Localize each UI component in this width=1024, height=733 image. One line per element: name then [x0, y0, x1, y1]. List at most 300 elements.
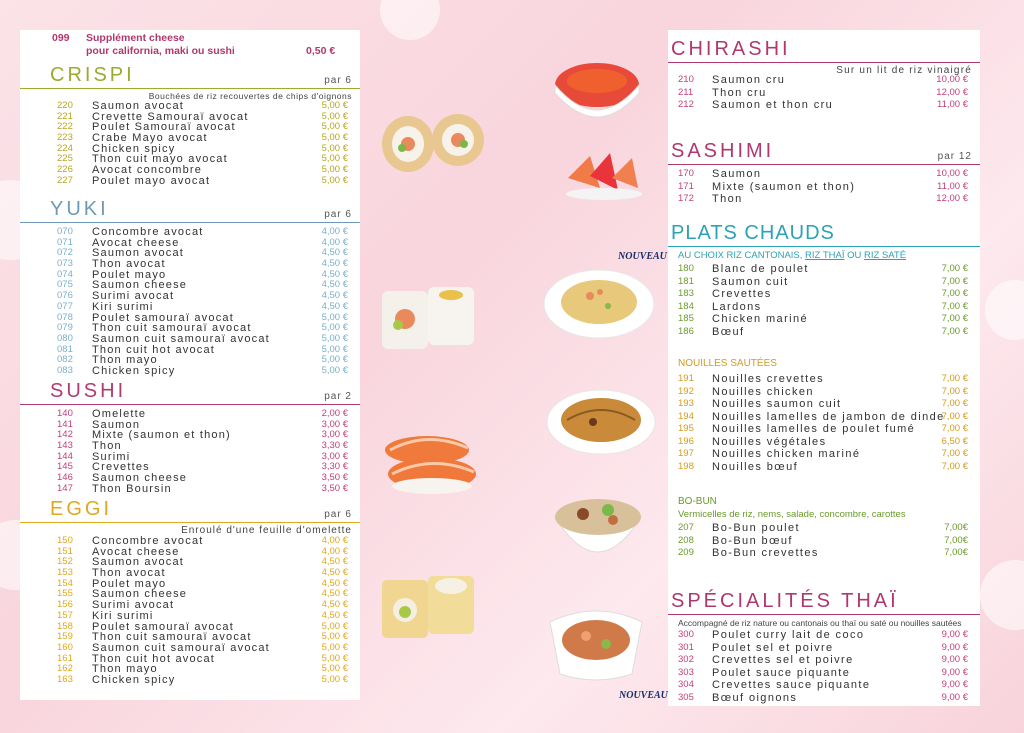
item-number: 305 — [678, 691, 694, 703]
item-name: Thon cru — [712, 86, 767, 99]
item-name: Crabe Mayo avocat — [92, 132, 208, 145]
item-name: Crevettes sel et poivre — [712, 654, 854, 666]
item-number: 150 — [57, 535, 73, 546]
item-price: 5,00 € — [321, 354, 348, 366]
item-name: Concombre avocat — [92, 535, 204, 547]
nouveau-badge: NOUVEAU — [618, 251, 667, 262]
item-price: 7,00 € — [941, 313, 968, 324]
supplement-number: 099 — [52, 32, 70, 44]
section-title: NOUILLES SAUTÉES — [678, 358, 777, 369]
menu-item-row — [668, 87, 980, 100]
menu-item-row — [668, 667, 980, 680]
item-number: 077 — [57, 300, 73, 312]
item-number: 223 — [57, 132, 73, 144]
item-name: Bo-Bun bœuf — [712, 534, 793, 547]
menu-item-row — [668, 373, 980, 386]
section-sashimi — [668, 142, 980, 206]
item-name: Poulet sel et poivre — [712, 641, 834, 654]
item-price: 7,00 € — [941, 410, 968, 422]
menu-item-row — [668, 436, 980, 449]
item-number: 192 — [678, 385, 694, 397]
item-price: 5,00 € — [321, 142, 348, 154]
item-price: 5,00 € — [321, 322, 348, 334]
item-name: Thon cuit samouraï avocat — [92, 322, 252, 335]
item-price: 7,00 € — [941, 398, 968, 409]
menu-item-row — [20, 366, 360, 377]
nouveau-badge: NOUVEAU — [619, 690, 668, 701]
section-subtitle: Bouchées de riz recouvertes de chips d'oignons — [148, 91, 352, 101]
item-price: 7,00 € — [941, 263, 968, 274]
portion-label: par 6 — [324, 509, 352, 520]
item-number: 151 — [57, 545, 73, 557]
section-subtitle: Sur un lit de riz vinaigré — [836, 65, 972, 76]
section-title: CHIRASHI — [671, 38, 791, 60]
item-number: 184 — [678, 300, 694, 312]
item-name: Nouilles chicken — [712, 385, 814, 398]
item-name: Avocat concombre — [92, 164, 203, 177]
item-name: Lardons — [712, 300, 762, 313]
item-number: 210 — [678, 74, 694, 85]
item-name: Thon mayo — [92, 663, 158, 676]
item-price: 9,00 € — [941, 691, 968, 703]
item-name: Crevette Samouraï avocat — [92, 110, 249, 123]
item-number: 193 — [678, 398, 694, 409]
item-name: Thon avocat — [92, 567, 166, 580]
item-price: 9,00 € — [941, 641, 968, 653]
section-bobun — [668, 496, 980, 560]
item-number: 160 — [57, 641, 73, 653]
item-price: 6,50 € — [941, 435, 968, 447]
section-subtitle: Enroulé d'une feuille d'omelette — [181, 525, 352, 536]
item-name: Bœuf — [712, 325, 745, 338]
item-price: 7,00 € — [941, 373, 968, 384]
section-title-bar — [20, 66, 360, 89]
item-number: 180 — [678, 263, 694, 274]
menu-item-row — [668, 448, 980, 461]
item-name: Thon cuit mayo avocat — [92, 153, 228, 166]
item-number: 143 — [57, 440, 73, 452]
item-price: 4,50 € — [321, 279, 348, 291]
menu-item-row — [668, 642, 980, 655]
item-number: 303 — [678, 666, 694, 678]
item-price: 3,00 € — [321, 450, 348, 462]
item-price: 3,50 € — [321, 482, 348, 494]
section-title-bar — [20, 500, 360, 523]
item-name: Thon mayo — [92, 354, 158, 367]
item-number: 196 — [678, 435, 694, 447]
item-number: 157 — [57, 609, 73, 621]
item-price: 5,00 € — [321, 110, 348, 122]
item-price: 12,00 € — [936, 193, 968, 204]
menu-item-row — [668, 181, 980, 194]
item-price: 5,00 € — [321, 652, 348, 664]
section-title-bar — [668, 142, 980, 165]
supplement-name: Supplément cheese — [86, 32, 185, 44]
item-number: 153 — [57, 567, 73, 579]
item-list — [668, 168, 980, 206]
item-name: Poulet mayo — [92, 577, 167, 590]
section-title: SPÉCIALITÉS THAÏ — [671, 590, 899, 612]
noodles-plate-image — [545, 382, 657, 457]
section-plats-chauds — [668, 220, 980, 338]
section-title: EGGI — [50, 498, 113, 520]
section-sushi — [20, 382, 360, 495]
item-name: Bo-Bun crevettes — [712, 547, 819, 559]
item-price: 10,00 € — [936, 168, 968, 179]
item-price: 5,00 € — [321, 132, 348, 144]
item-price: 4,50 € — [321, 599, 348, 611]
section-title-bar — [668, 590, 980, 615]
item-price: 3,50 € — [321, 472, 348, 484]
rice-choice-note: AU CHOIX RIZ CANTONAIS, RIZ THAÏ OU RIZ SATÉ — [678, 250, 907, 261]
item-name: Thon cuit hot avocat — [92, 343, 216, 356]
item-number: 155 — [57, 588, 73, 600]
chirashi-bowl-image — [550, 55, 645, 125]
item-name: Crevettes — [92, 461, 150, 474]
background-flower — [980, 560, 1024, 630]
item-price: 3,00 € — [321, 418, 348, 430]
item-list — [20, 227, 360, 377]
item-name: Surimi — [92, 450, 131, 463]
item-name: Bo-Bun poulet — [712, 522, 800, 534]
item-price: 5,00 € — [321, 121, 348, 133]
item-name: Chicken mariné — [712, 313, 809, 325]
menu-item-row — [668, 654, 980, 667]
item-number: 158 — [57, 620, 73, 632]
item-number: 141 — [57, 418, 73, 430]
item-number: 080 — [57, 332, 73, 344]
item-number: 081 — [57, 343, 73, 355]
item-price: 2,00 € — [321, 408, 348, 419]
item-name: Saumon — [92, 418, 141, 431]
section-chirashi — [668, 38, 980, 112]
item-name: Thon cuit hot avocat — [92, 652, 216, 665]
item-number: 070 — [57, 226, 73, 237]
salmon-sushi-image — [382, 420, 482, 495]
item-price: 9,00 € — [941, 629, 968, 640]
item-price: 7,00 € — [941, 385, 968, 397]
item-price: 4,50 € — [321, 258, 348, 270]
item-number: 222 — [57, 121, 73, 133]
item-name: Surimi avocat — [92, 599, 175, 612]
item-price: 4,50 € — [321, 300, 348, 312]
portion-label: par 12 — [937, 151, 972, 162]
item-number: 142 — [57, 429, 73, 441]
item-number: 172 — [678, 193, 694, 204]
item-name: Omelette — [92, 408, 147, 420]
item-price: 5,00 € — [321, 364, 348, 376]
item-price: 5,00 € — [321, 311, 348, 323]
item-price: 11,00 € — [937, 99, 968, 110]
menu-item-row — [668, 535, 980, 548]
item-price: 12,00 € — [936, 86, 968, 98]
item-name: Saumon — [712, 168, 762, 180]
item-number: 197 — [678, 448, 694, 459]
item-number: 181 — [678, 275, 694, 287]
menu-item-row — [668, 301, 980, 314]
item-number: 301 — [678, 641, 694, 653]
item-number: 152 — [57, 556, 73, 568]
item-name: Nouilles saumon cuit — [712, 398, 842, 410]
item-price: 5,00 € — [321, 100, 348, 111]
section-crispi — [20, 66, 360, 187]
item-name: Kiri surimi — [92, 609, 154, 622]
item-name: Chicken spicy — [92, 673, 176, 686]
menu-item-row — [668, 386, 980, 399]
menu-item-row — [668, 313, 980, 326]
item-list — [668, 522, 980, 560]
menu-item-row — [20, 484, 360, 495]
item-number: 300 — [678, 629, 694, 640]
section-title: BO-BUN — [678, 496, 717, 507]
item-name: Poulet sauce piquante — [712, 666, 851, 679]
item-price: 4,50 € — [321, 268, 348, 280]
item-name: Thon — [92, 440, 122, 453]
portion-label: par 2 — [324, 391, 352, 402]
portion-label: par 6 — [324, 75, 352, 86]
supplement-price: 0,50 € — [306, 45, 336, 57]
item-number: 212 — [678, 99, 694, 110]
item-number: 147 — [57, 482, 73, 494]
item-number: 163 — [57, 673, 73, 685]
background-flower — [985, 280, 1024, 340]
section-nouilles — [668, 358, 980, 473]
item-name: Poulet curry lait de coco — [712, 629, 865, 641]
section-title-bar — [20, 382, 360, 405]
supplement-line — [20, 32, 350, 60]
item-name: Saumon cru — [712, 74, 786, 86]
item-price: 7,00€ — [944, 522, 968, 533]
item-name: Nouilles végétales — [712, 435, 827, 448]
menu-item-row — [668, 276, 980, 289]
item-name: Saumon avocat — [92, 556, 185, 569]
item-name: Blanc de poulet — [712, 263, 809, 275]
item-list — [20, 101, 360, 187]
menu-item-row — [668, 193, 980, 206]
yuki-roll-image — [380, 283, 480, 353]
section-title-bar — [20, 200, 360, 223]
item-price: 5,00 € — [321, 164, 348, 176]
section-title: SASHIMI — [671, 140, 775, 162]
item-number: 146 — [57, 472, 73, 484]
item-price: 4,00 € — [321, 236, 348, 248]
item-number: 302 — [678, 654, 694, 665]
menu-item-row — [668, 99, 980, 112]
item-number: 191 — [678, 373, 694, 384]
item-name: Saumon cheese — [92, 588, 188, 601]
portion-label: par 6 — [324, 209, 352, 220]
item-name: Poulet samouraï avocat — [92, 620, 234, 633]
item-name: Concombre avocat — [92, 226, 204, 238]
menu-item-row — [668, 461, 980, 474]
item-name: Thon Boursin — [92, 482, 172, 495]
item-number: 078 — [57, 311, 73, 323]
item-number: 227 — [57, 174, 73, 186]
right-menu-page — [668, 30, 980, 706]
menu-item-row — [20, 176, 360, 187]
item-price: 4,50 € — [321, 609, 348, 621]
item-number: 076 — [57, 290, 73, 302]
item-number: 079 — [57, 322, 73, 334]
item-number: 185 — [678, 313, 694, 324]
section-title: YUKI — [50, 198, 109, 220]
item-number: 304 — [678, 679, 694, 690]
item-price: 10,00 € — [936, 74, 968, 85]
item-price: 4,50 € — [321, 556, 348, 568]
item-name: Poulet samouraï avocat — [92, 311, 234, 324]
section-specialites-thai — [668, 590, 980, 704]
item-name: Mixte (saumon et thon) — [712, 180, 856, 193]
item-name: Saumon cuit samouraï avocat — [92, 332, 270, 345]
item-price: 4,50 € — [321, 290, 348, 302]
section-title: PLATS CHAUDS — [671, 222, 835, 244]
supplement-detail: pour california, maki ou sushi — [86, 45, 235, 57]
item-name: Thon avocat — [92, 258, 166, 271]
thai-dish-image — [546, 604, 646, 684]
item-price: 11,00 € — [937, 180, 968, 192]
item-price: 4,50 € — [321, 567, 348, 579]
item-name: Nouilles crevettes — [712, 373, 825, 385]
item-price: 7,00 € — [941, 325, 968, 337]
item-number: 083 — [57, 364, 73, 376]
menu-item-row — [20, 334, 360, 345]
item-price: 7,00€ — [944, 547, 968, 558]
item-price: 9,00 € — [941, 666, 968, 678]
item-name: Saumon cuit — [712, 275, 789, 288]
item-name: Thon cuit samouraï avocat — [92, 631, 252, 644]
eggi-roll-image — [380, 572, 480, 642]
item-name: Bœuf oignons — [712, 691, 798, 704]
item-number: 220 — [57, 100, 73, 111]
item-number: 211 — [678, 86, 694, 98]
item-price: 5,00 € — [321, 332, 348, 344]
menu-item-row — [668, 423, 980, 436]
menu-item-row — [668, 326, 980, 339]
menu-item-row — [668, 168, 980, 181]
item-name: Chicken spicy — [92, 364, 176, 377]
item-list — [668, 263, 980, 338]
item-price: 5,00 € — [321, 631, 348, 643]
section-subtitle: Accompagné de riz nature ou cantonais ou thaï ou saté ou nouilles sautées — [678, 618, 962, 628]
item-number: 074 — [57, 268, 73, 280]
item-name: Nouilles bœuf — [712, 460, 799, 473]
left-menu-page — [20, 30, 360, 700]
item-price: 5,00 € — [321, 153, 348, 165]
rice-plate-image — [542, 262, 657, 342]
item-number: 082 — [57, 354, 73, 366]
item-number: 170 — [678, 168, 694, 179]
menu-item-row — [668, 398, 980, 411]
item-name: Crevettes — [712, 288, 772, 300]
item-number: 226 — [57, 164, 73, 176]
item-number: 207 — [678, 522, 694, 533]
item-price: 3,00 € — [321, 429, 348, 441]
menu-item-row — [668, 629, 980, 642]
item-price: 5,00 € — [321, 663, 348, 675]
item-number: 144 — [57, 450, 73, 462]
item-price: 7,00€ — [944, 534, 968, 546]
menu-item-row — [668, 522, 980, 535]
menu-item-row — [20, 675, 360, 686]
item-number: 221 — [57, 110, 73, 122]
section-subtitle: Vermicelles de riz, nems, salade, concombre, carottes — [678, 509, 906, 520]
item-price: 5,00 € — [321, 641, 348, 653]
item-price: 5,00 € — [321, 174, 348, 186]
item-number: 154 — [57, 577, 73, 589]
item-price: 4,50 € — [321, 577, 348, 589]
item-number: 161 — [57, 652, 73, 664]
item-list — [668, 373, 980, 473]
item-name: Saumon cheese — [92, 279, 188, 292]
item-name: Mixte (saumon et thon) — [92, 429, 231, 442]
item-number: 198 — [678, 460, 694, 472]
menu-item-row — [668, 411, 980, 424]
item-price: 7,00 € — [941, 288, 968, 299]
section-title-bar — [668, 220, 980, 247]
sashimi-plate-image — [560, 148, 645, 203]
section-eggi — [20, 500, 360, 686]
item-name: Nouilles chicken mariné — [712, 448, 861, 460]
menu-item-row — [668, 679, 980, 692]
item-price: 5,00 € — [321, 673, 348, 685]
item-price: 7,00 € — [941, 448, 968, 459]
menu-item-row — [20, 302, 360, 313]
item-number: 071 — [57, 236, 73, 248]
item-price: 4,50 € — [321, 247, 348, 259]
item-number: 225 — [57, 153, 73, 165]
section-title: SUSHI — [50, 380, 127, 402]
item-name: Saumon avocat — [92, 100, 185, 112]
item-number: 156 — [57, 599, 73, 611]
item-number: 140 — [57, 408, 73, 419]
item-list — [668, 629, 980, 704]
menu-item-row — [668, 263, 980, 276]
menu-item-row — [20, 643, 360, 654]
item-name: Kiri surimi — [92, 300, 154, 313]
item-name: Saumon et thon cru — [712, 99, 834, 111]
item-name: Poulet Samouraï avocat — [92, 121, 236, 134]
section-yuki — [20, 200, 360, 377]
menu-item-row — [668, 692, 980, 705]
item-number: 072 — [57, 247, 73, 259]
item-number: 186 — [678, 325, 694, 337]
item-price: 3,30 € — [321, 461, 348, 473]
item-name: Crevettes sauce piquante — [712, 679, 871, 691]
section-title-bar — [668, 38, 980, 63]
item-name: Saumon avocat — [92, 247, 185, 260]
item-price: 4,00 € — [321, 545, 348, 557]
item-name: Thon — [712, 193, 743, 205]
item-number: 073 — [57, 258, 73, 270]
item-number: 162 — [57, 663, 73, 675]
item-list — [20, 409, 360, 495]
menu-item-row — [668, 547, 980, 560]
item-number: 171 — [678, 180, 694, 192]
item-price: 7,00 € — [941, 423, 968, 434]
item-name: Nouilles lamelles de jambon de dinde — [712, 410, 945, 423]
item-name: Poulet mayo avocat — [92, 174, 211, 187]
item-name: Chicken spicy — [92, 142, 176, 155]
item-number: 208 — [678, 534, 694, 546]
item-name: Saumon cheese — [92, 472, 188, 485]
crispi-roll-image — [380, 110, 485, 175]
item-name: Surimi avocat — [92, 290, 175, 303]
item-number: 145 — [57, 461, 73, 473]
item-name: Nouilles lamelles de poulet fumé — [712, 423, 916, 435]
item-price: 4,00 € — [321, 535, 348, 546]
item-price: 4,00 € — [321, 226, 348, 237]
item-price: 7,00 € — [941, 460, 968, 472]
